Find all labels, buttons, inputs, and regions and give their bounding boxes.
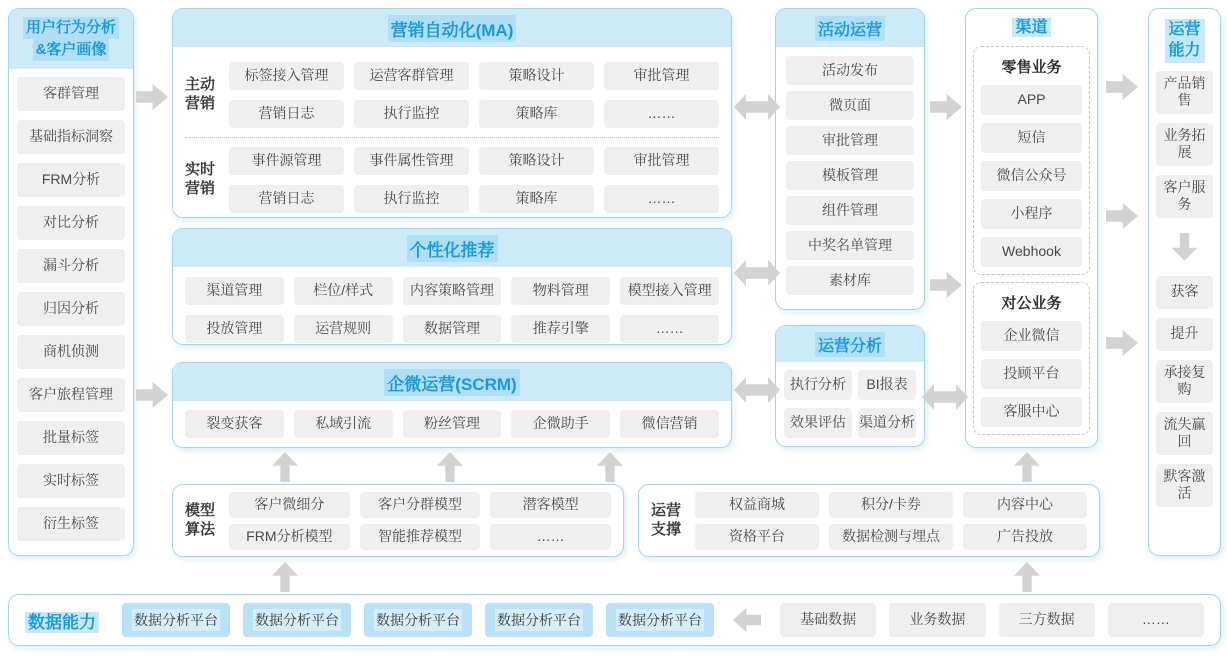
support-item: 数据检测与埋点 [829,524,953,550]
panel-model-algorithms [172,484,624,557]
panel-marketing-automation [172,8,732,218]
panel-title: 企微运营(SCRM) [173,363,731,401]
capability-item: 提升 [1156,318,1213,351]
ma-item: …… [604,185,719,213]
channel-item: APP [981,85,1082,115]
panel-user-behavior-analysis [8,8,134,556]
ma-item: …… [604,100,719,128]
panel-personalized-recommendation [172,228,732,345]
sidebar-item: 衍生标签 [17,507,125,541]
analysis-item: 渠道分析 [858,408,916,438]
data-platform-item: 数据分析平台 [606,603,714,637]
panel-title: 渠道 [966,18,1097,39]
arrow-up-icon [437,452,463,482]
recommend-item: …… [620,315,719,343]
model-item: 客户分群模型 [360,492,481,518]
activity-item: 微页面 [786,91,914,120]
panel-scrm [172,362,732,448]
ma-item: 运营客群管理 [354,62,469,90]
arrow-right-icon [1106,74,1138,100]
analysis-item: BI报表 [858,370,916,400]
arrow-right-icon [1106,330,1138,356]
row-label: 运营支撑 [651,501,682,538]
recommend-item: 栏位/样式 [294,277,393,305]
arrow-up-icon [1014,562,1040,592]
channel-item: 客服中心 [981,397,1082,427]
channel-item: 投顾平台 [981,359,1082,389]
row-label: 实时营销 [185,161,216,197]
model-item: 客户微细分 [229,492,350,518]
data-source-item: 三方数据 [999,603,1095,637]
panel-title: 个性化推荐 [173,229,731,267]
arrow-up-icon [597,452,623,482]
activity-item: 活动发布 [786,56,914,85]
sidebar-item: 批量标签 [17,421,125,455]
panel-title: 数据能力 [25,608,99,633]
panel-title-line1: 用户行为分析 [23,17,119,39]
panel-title: 运营能力 [1149,19,1220,63]
ma-item: 策略库 [479,100,594,128]
model-item: FRM分析模型 [229,524,350,550]
scrm-item: 粉丝管理 [403,410,502,438]
data-platform-item: 数据分析平台 [485,603,593,637]
sidebar-item: 实时标签 [17,464,125,498]
arrow-right-icon [136,382,168,408]
arrow-right-icon [930,94,962,120]
data-platform-item: 数据分析平台 [122,603,230,637]
analysis-item: 执行分析 [784,370,852,400]
ma-item: 执行监控 [354,185,469,213]
channel-item: 微信公众号 [981,161,1082,191]
row-label: 模型算法 [185,501,216,538]
ma-item: 事件属性管理 [354,147,469,175]
support-item: 内容中心 [963,492,1087,518]
panel-data-capability [8,594,1221,646]
recommend-item: 内容策略管理 [403,277,502,305]
recommend-item: 模型接入管理 [620,277,719,305]
sidebar-item: 客户旅程管理 [17,378,125,412]
support-item: 积分/卡券 [829,492,953,518]
analysis-item: 效果评估 [784,408,852,438]
arrow-double-horizontal-icon [734,377,780,403]
recommend-item: 投放管理 [185,315,284,343]
arrow-up-icon [272,452,298,482]
channel-group-retail [973,46,1090,275]
support-item: 资格平台 [695,524,819,550]
capability-item: 产品销售 [1156,71,1213,114]
scrm-item: 裂变获客 [185,410,284,438]
ma-row-active [185,53,719,137]
sidebar-item: 漏斗分析 [17,249,125,283]
panel-title: 营销自动化(MA) [173,9,731,47]
panel-title-line2: &客户画像 [33,39,110,61]
arrow-left-icon [733,608,761,632]
recommend-item: 渠道管理 [185,277,284,305]
arrow-double-horizontal-icon [734,94,780,120]
panel-activity-operation [775,8,925,310]
ma-item: 执行监控 [354,100,469,128]
recommend-item: 数据管理 [403,315,502,343]
channel-item: 短信 [981,123,1082,153]
support-item: 权益商城 [695,492,819,518]
sidebar-item: 基础指标洞察 [17,120,125,154]
scrm-item: 企微助手 [511,410,610,438]
panel-operation-analysis [775,325,925,447]
capability-item: 默客激活 [1156,464,1213,507]
panel-operation-support [638,484,1100,557]
ma-item: 营销日志 [229,185,344,213]
sidebar-item: 对比分析 [17,206,125,240]
sidebar-item: 客群管理 [17,77,125,111]
model-item: 智能推荐模型 [360,524,481,550]
panel-title: 运营分析 [776,326,924,362]
ma-item: 营销日志 [229,100,344,128]
activity-item: 审批管理 [786,126,914,155]
capability-item: 业务拓展 [1156,123,1213,166]
activity-item: 组件管理 [786,196,914,225]
data-platform-item: 数据分析平台 [243,603,351,637]
group-title: 对公业务 [1001,294,1062,312]
channel-item: 小程序 [981,199,1082,229]
arrow-up-icon [272,562,298,592]
activity-item: 中奖名单管理 [786,231,914,260]
data-source-item: …… [1108,603,1204,637]
arrow-right-icon [930,272,962,298]
panel-title [9,9,133,69]
recommend-item: 运营规则 [294,315,393,343]
support-item: 广告投放 [963,524,1087,550]
ma-item: 策略设计 [479,62,594,90]
arrow-double-horizontal-icon [734,260,780,286]
row-label: 主动营销 [185,76,216,112]
arrow-down-icon [1172,233,1198,261]
arrow-up-icon [1014,452,1040,482]
ma-row-realtime [185,137,719,222]
capability-item: 获客 [1156,276,1213,309]
model-item: …… [490,524,611,550]
sidebar-item: 商机侦测 [17,335,125,369]
activity-item: 模板管理 [786,161,914,190]
data-platform-item: 数据分析平台 [364,603,472,637]
capability-item: 流失赢回 [1156,412,1213,455]
recommend-item: 推荐引擎 [511,315,610,343]
panel-operation-capability [1148,8,1221,556]
capability-item: 客户服务 [1156,175,1213,218]
ma-item: 审批管理 [604,62,719,90]
panel-channel [965,8,1098,448]
recommend-item: 物料管理 [511,277,610,305]
arrow-right-icon [136,84,168,110]
scrm-item: 微信营销 [620,410,719,438]
ma-item: 标签接入管理 [229,62,344,90]
model-item: 潜客模型 [490,492,611,518]
channel-item: Webhook [981,237,1082,267]
arrow-double-horizontal-icon [922,384,968,410]
arrow-right-icon [1106,203,1138,229]
activity-item: 素材库 [786,266,914,295]
data-source-item: 业务数据 [889,603,985,637]
capability-item: 承接复购 [1156,360,1213,403]
channel-item: 企业微信 [981,321,1082,351]
scrm-item: 私域引流 [294,410,393,438]
ma-item: 事件源管理 [229,147,344,175]
channel-group-corporate [973,282,1090,435]
sidebar-item: FRM分析 [17,163,125,197]
ma-item: 策略库 [479,185,594,213]
sidebar-item: 归因分析 [17,292,125,326]
data-source-item: 基础数据 [780,603,876,637]
ma-item: 审批管理 [604,147,719,175]
panel-title: 活动运营 [776,9,924,47]
ma-item: 策略设计 [479,147,594,175]
group-title: 零售业务 [1001,58,1062,76]
